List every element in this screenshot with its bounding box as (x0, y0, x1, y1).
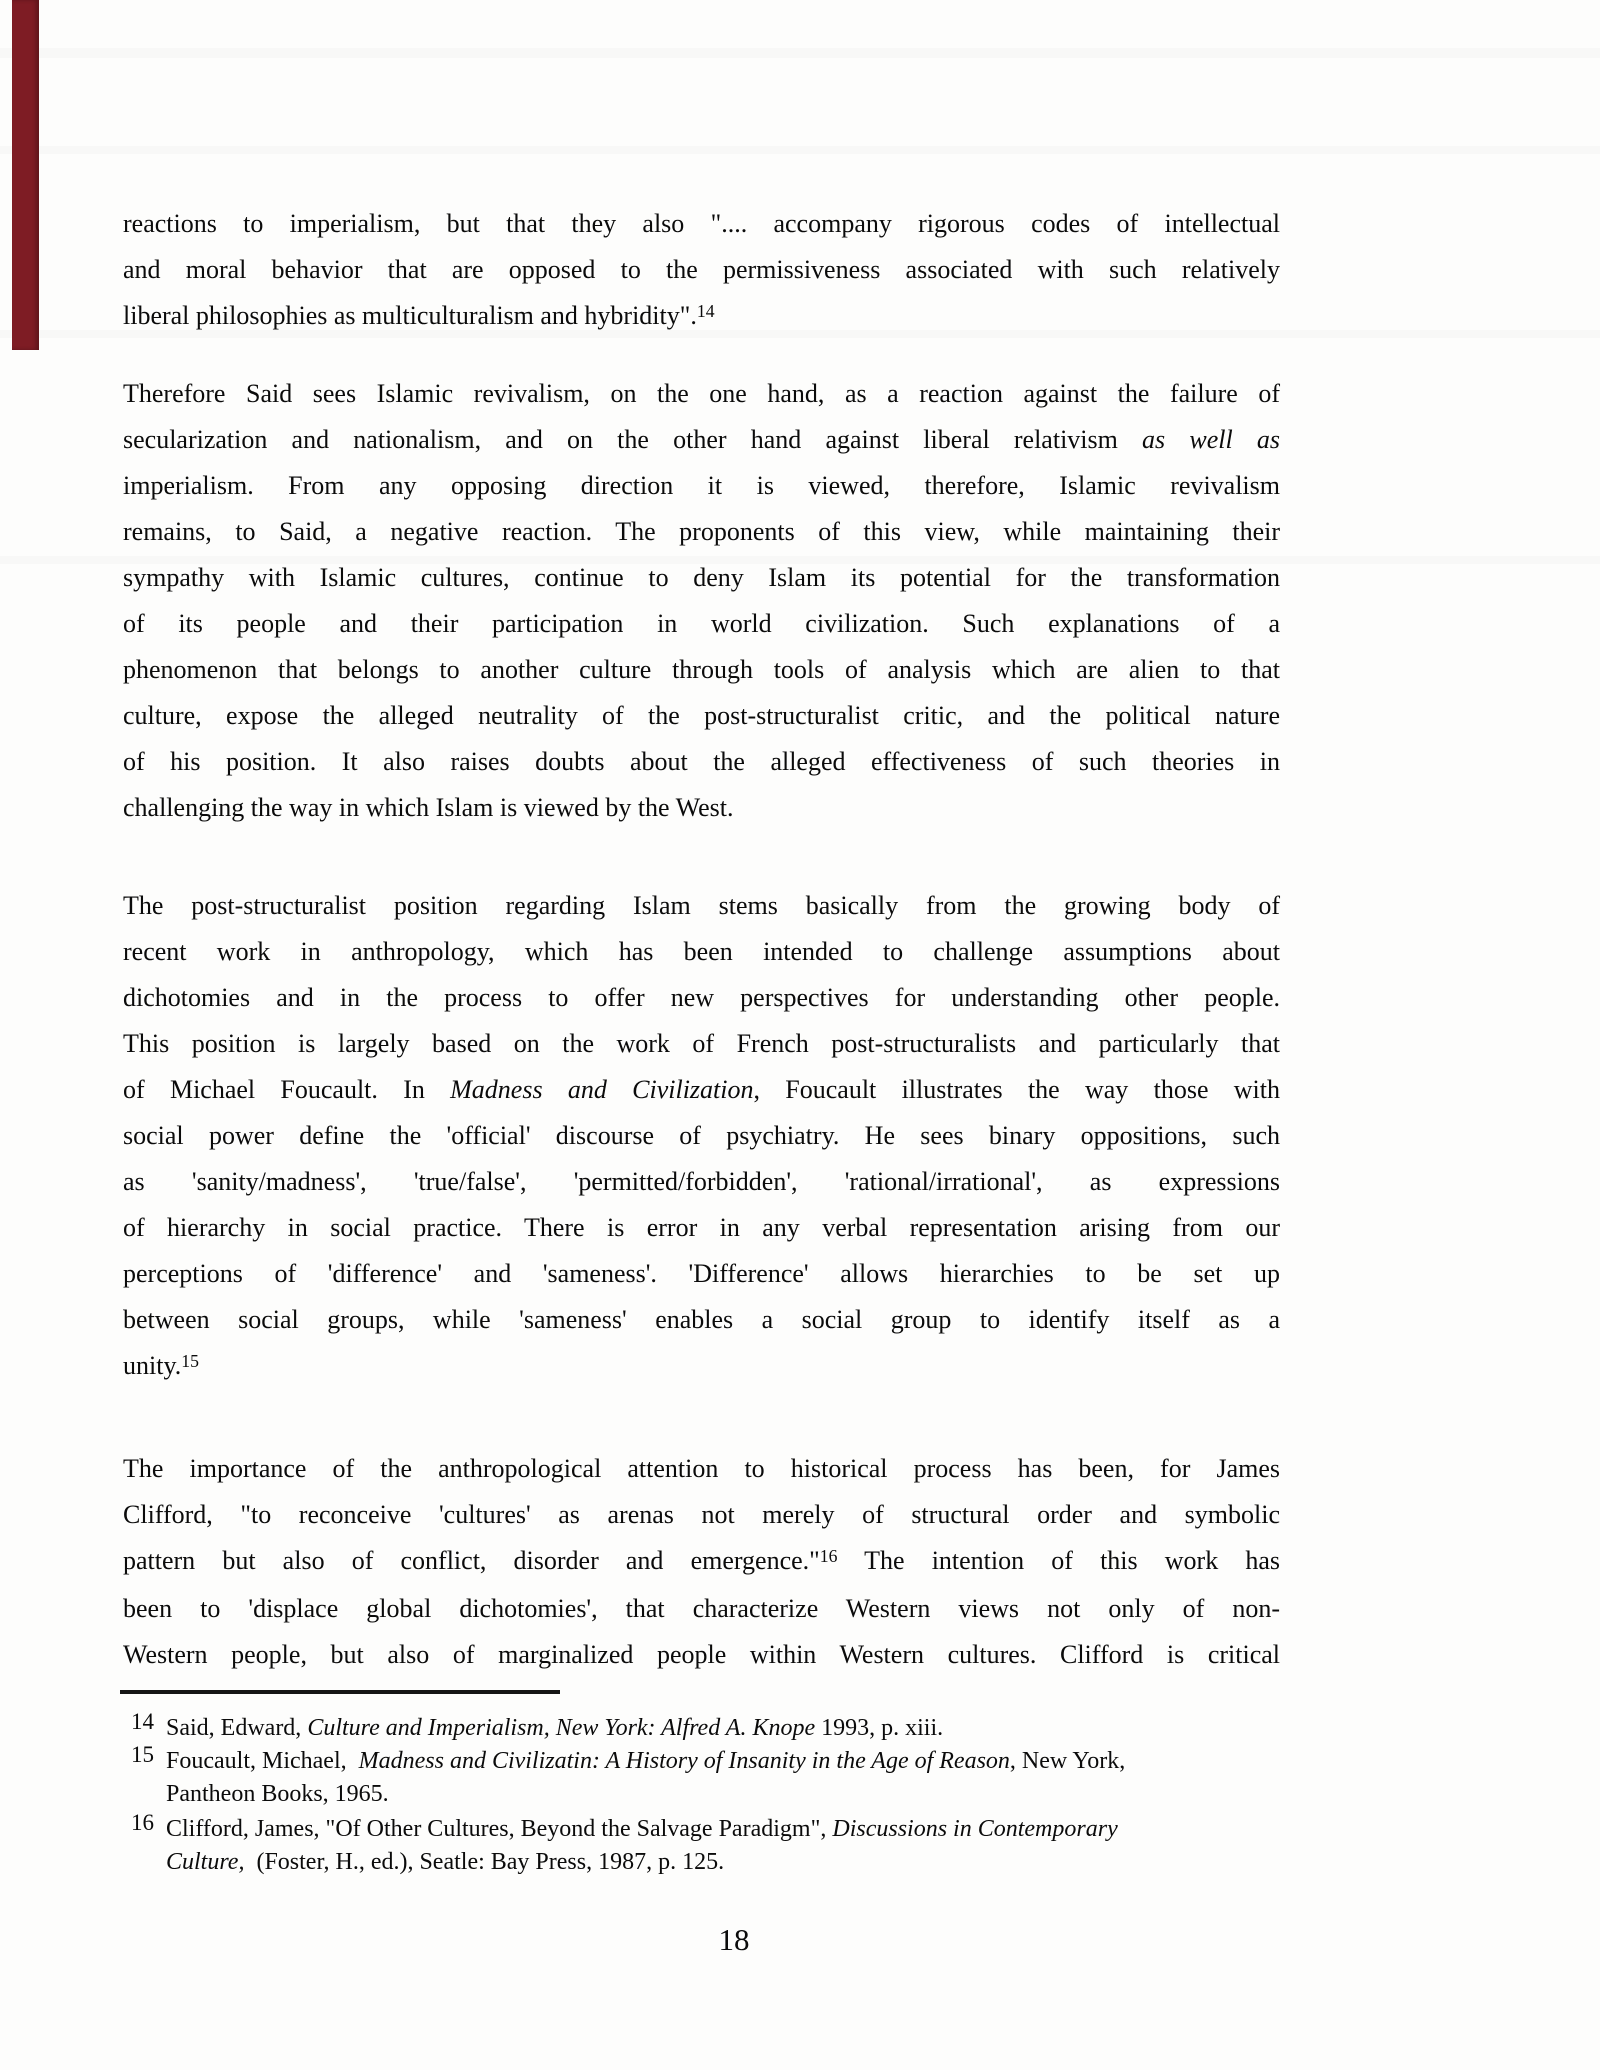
text-segment: , New York, (1009, 1748, 1126, 1774)
text-line (123, 293, 1280, 341)
text-line (166, 1745, 1323, 1778)
footnote-reference: 15 (181, 1351, 199, 1372)
text-segment: and moral behavior that are opposed to the permissiveness associated with such relatively (123, 255, 1280, 284)
text-line (166, 1846, 1323, 1879)
text-line (123, 1446, 1280, 1492)
footnote-number: 15 (131, 1742, 154, 1767)
text-segment: of his position. It also raises doubts about the alleged effectiveness of such theories in (123, 747, 1280, 776)
text-line (123, 509, 1280, 555)
text-segment: challenging the way in which Islam is viewed by the West. (123, 793, 734, 822)
text-line (123, 929, 1280, 975)
text-line (123, 601, 1280, 647)
text-line (123, 1067, 1280, 1113)
footnote-separator (120, 1690, 560, 1694)
paragraph (123, 371, 1280, 831)
text-line (123, 371, 1280, 417)
paragraph (123, 1446, 1280, 1678)
text-segment: , Foucault illustrates the way those with (753, 1075, 1280, 1104)
text-segment: Foucault, Michael, (166, 1748, 359, 1774)
text-line (123, 1632, 1280, 1678)
text-segment: This position is largely based on the work of French post-structuralists and particularly that (123, 1029, 1280, 1058)
paragraph (123, 883, 1280, 1391)
text-segment: of Michael Foucault. In (123, 1075, 451, 1104)
text-line (123, 201, 1280, 247)
text-line (123, 975, 1280, 1021)
text-line (123, 1251, 1280, 1297)
text-segment: Pantheon Books, 1965. (166, 1781, 389, 1807)
text-line (123, 1159, 1280, 1205)
text-segment: Madness and Civilizatin: A History of Insanity in the Age of Reason (358, 1748, 1010, 1774)
scan-band (0, 146, 1600, 154)
text-segment: Madness and Civilization (450, 1075, 754, 1104)
text-line (123, 247, 1280, 293)
paragraph (123, 201, 1280, 341)
text-segment: as 'sanity/madness', 'true/false', 'permitted/forbidden', 'rational/irrational', as expressions (123, 1167, 1280, 1196)
text-line (123, 1343, 1280, 1391)
text-segment: recent work in anthropology, which has been intended to challenge assumptions about (123, 937, 1280, 966)
text-segment: (Foster, H., ed.), Seatle: Bay Press, 1987, p. 125. (244, 1849, 725, 1875)
text-line (166, 1813, 1323, 1846)
text-line (123, 883, 1280, 929)
text-segment: between social groups, while 'sameness' enables a social group to identify itself as a (123, 1305, 1280, 1334)
footnote (123, 1742, 1323, 1811)
text-line (123, 739, 1280, 785)
text-segment: Western people, but also of marginalized people within Western cultures. Clifford is critical (123, 1640, 1280, 1669)
scan-band (0, 48, 1600, 58)
text-line (123, 1586, 1280, 1632)
text-segment: dichotomies and in the process to offer new perspectives for understanding other people. (123, 983, 1280, 1012)
text-line (123, 785, 1280, 831)
footnote-text (166, 1712, 1323, 1745)
text-segment: perceptions of 'difference' and 'sameness'. 'Difference' allows hierarchies to be set up (123, 1259, 1280, 1288)
footnote-text (166, 1813, 1323, 1879)
text-line (123, 1021, 1280, 1067)
footnote-text (166, 1745, 1323, 1811)
text-line (123, 555, 1280, 601)
text-segment: been to 'displace global dichotomies', that characterize Western views not only of non- (123, 1594, 1280, 1623)
text-segment: sympathy with Islamic cultures, continue to deny Islam its potential for the transformation (123, 563, 1280, 592)
text-line (123, 1538, 1280, 1586)
text-line (123, 417, 1280, 463)
page-number: 18 (718, 1922, 750, 1957)
text-line (123, 1113, 1280, 1159)
footnote-number: 14 (131, 1709, 154, 1734)
text-segment: imperialism. From any opposing direction it is viewed, therefore, Islamic revivalism (123, 471, 1280, 500)
text-segment: Said, Edward, (166, 1715, 308, 1741)
text-line (123, 1492, 1280, 1538)
text-line (123, 693, 1280, 739)
text-segment: of hierarchy in social practice. There is error in any verbal representation arising from our (123, 1213, 1280, 1242)
text-segment: phenomenon that belongs to another culture through tools of analysis which are alien to that (123, 655, 1280, 684)
text-segment: Therefore Said sees Islamic revivalism, on the one hand, as a reaction against the failure of (123, 379, 1280, 408)
text-segment: reactions to imperialism, but that they also ".... accompany rigorous codes of intellectual (123, 209, 1280, 238)
text-segment: secularization and nationalism, and on the other hand against liberal relativism (123, 425, 1143, 454)
text-segment: as well as (1142, 425, 1280, 454)
footnote (123, 1709, 1323, 1745)
text-segment: remains, to Said, a negative reaction. The proponents of this view, while maintaining their (123, 517, 1280, 546)
text-segment: social power define the 'official' discourse of psychiatry. He sees binary oppositions, such (123, 1121, 1280, 1150)
text-segment: The post-structuralist position regarding Islam stems basically from the growing body of (123, 891, 1280, 920)
footnote (123, 1810, 1323, 1879)
text-segment: Culture, (166, 1849, 245, 1875)
text-line (166, 1778, 1323, 1811)
text-segment: culture, expose the alleged neutrality of the post-structuralist critic, and the political nature (123, 701, 1280, 730)
text-segment: Clifford, "to reconceive 'cultures' as arenas not merely of structural order and symbolic (123, 1500, 1280, 1529)
footnote-number: 16 (131, 1810, 154, 1835)
text-segment: unity. (123, 1351, 182, 1380)
text-line (123, 463, 1280, 509)
footnote-reference: 14 (696, 301, 715, 322)
text-line (166, 1712, 1323, 1745)
text-segment: of its people and their participation in world civilization. Such explanations of a (123, 609, 1280, 638)
text-segment: liberal philosophies as multiculturalism and hybridity". (123, 301, 697, 330)
text-line (123, 1205, 1280, 1251)
text-segment: The importance of the anthropological attention to historical process has been, for James (123, 1454, 1280, 1483)
text-segment: Discussions in Contemporary (832, 1816, 1118, 1842)
text-line (123, 647, 1280, 693)
scan-artifact-bar (12, 0, 39, 350)
text-segment: 1993, p. xiii. (815, 1715, 944, 1741)
text-line (123, 1297, 1280, 1343)
text-segment: Culture and Imperialism, New York: Alfred A. Knope (307, 1715, 816, 1741)
text-segment: The intention of this work has (837, 1546, 1281, 1575)
text-segment: Clifford, James, "Of Other Cultures, Beyond the Salvage Paradigm", (166, 1816, 833, 1842)
footnote-reference: 16 (819, 1546, 838, 1567)
text-segment: pattern but also of conflict, disorder and emergence." (123, 1546, 820, 1575)
